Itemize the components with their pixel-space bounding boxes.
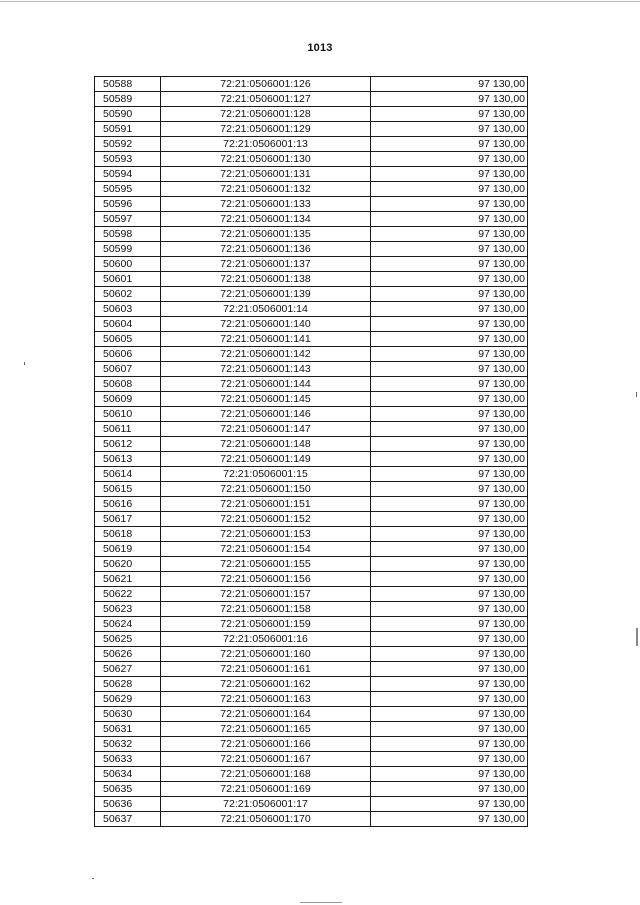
scan-top-line xyxy=(0,1,640,2)
cadastral-number: 72:21:0506001:149 xyxy=(161,452,371,467)
cadastral-number: 72:21:0506001:13 xyxy=(161,137,371,152)
cadastral-number: 72:21:0506001:159 xyxy=(161,617,371,632)
table-row xyxy=(95,302,528,317)
cadastral-number: 72:21:0506001:133 xyxy=(161,197,371,212)
row-number: 50594 xyxy=(95,167,161,182)
row-value: 97 130,00 xyxy=(371,212,528,227)
row-value: 97 130,00 xyxy=(371,407,528,422)
row-value: 97 130,00 xyxy=(371,512,528,527)
cadastral-number: 72:21:0506001:131 xyxy=(161,167,371,182)
table-row xyxy=(95,737,528,752)
row-number: 50628 xyxy=(95,677,161,692)
table-row xyxy=(95,722,528,737)
table-row xyxy=(95,107,528,122)
row-value: 97 130,00 xyxy=(371,77,528,92)
row-number: 50603 xyxy=(95,302,161,317)
row-value: 97 130,00 xyxy=(371,557,528,572)
row-value: 97 130,00 xyxy=(371,812,528,827)
row-number: 50607 xyxy=(95,362,161,377)
cadastral-number: 72:21:0506001:141 xyxy=(161,332,371,347)
row-number: 50596 xyxy=(95,197,161,212)
table-row xyxy=(95,362,528,377)
cadastral-number: 72:21:0506001:158 xyxy=(161,602,371,617)
row-number: 50636 xyxy=(95,797,161,812)
row-value: 97 130,00 xyxy=(371,737,528,752)
table-row xyxy=(95,662,528,677)
cadastral-number: 72:21:0506001:136 xyxy=(161,242,371,257)
row-number: 50604 xyxy=(95,317,161,332)
row-value: 97 130,00 xyxy=(371,617,528,632)
cadastral-number: 72:21:0506001:147 xyxy=(161,422,371,437)
cadastral-number: 72:21:0506001:128 xyxy=(161,107,371,122)
table-row xyxy=(95,422,528,437)
table-row xyxy=(95,197,528,212)
row-value: 97 130,00 xyxy=(371,767,528,782)
table-row xyxy=(95,587,528,602)
table-row xyxy=(95,767,528,782)
cadastral-number: 72:21:0506001:168 xyxy=(161,767,371,782)
registry-table xyxy=(94,76,528,827)
row-number: 50631 xyxy=(95,722,161,737)
row-value: 97 130,00 xyxy=(371,182,528,197)
row-number: 50637 xyxy=(95,812,161,827)
table-row xyxy=(95,602,528,617)
row-number: 50590 xyxy=(95,107,161,122)
row-value: 97 130,00 xyxy=(371,647,528,662)
row-number: 50617 xyxy=(95,512,161,527)
cadastral-number: 72:21:0506001:155 xyxy=(161,557,371,572)
row-value: 97 130,00 xyxy=(371,677,528,692)
row-value: 97 130,00 xyxy=(371,587,528,602)
cadastral-number: 72:21:0506001:165 xyxy=(161,722,371,737)
table-row xyxy=(95,572,528,587)
row-number: 50635 xyxy=(95,782,161,797)
row-number: 50605 xyxy=(95,332,161,347)
cadastral-number: 72:21:0506001:162 xyxy=(161,677,371,692)
row-number: 50616 xyxy=(95,497,161,512)
row-number: 50627 xyxy=(95,662,161,677)
row-value: 97 130,00 xyxy=(371,482,528,497)
table-row xyxy=(95,317,528,332)
registry-table-body xyxy=(95,77,528,827)
table-row xyxy=(95,812,528,827)
scan-speck xyxy=(24,362,25,365)
cadastral-number: 72:21:0506001:135 xyxy=(161,227,371,242)
row-number: 50600 xyxy=(95,257,161,272)
table-row xyxy=(95,392,528,407)
table-row xyxy=(95,617,528,632)
row-number: 50622 xyxy=(95,587,161,602)
row-value: 97 130,00 xyxy=(371,392,528,407)
table-row xyxy=(95,242,528,257)
cadastral-number: 72:21:0506001:166 xyxy=(161,737,371,752)
row-number: 50601 xyxy=(95,272,161,287)
row-value: 97 130,00 xyxy=(371,242,528,257)
table-row xyxy=(95,257,528,272)
cadastral-number: 72:21:0506001:129 xyxy=(161,122,371,137)
row-value: 97 130,00 xyxy=(371,422,528,437)
row-number: 50618 xyxy=(95,527,161,542)
row-value: 97 130,00 xyxy=(371,632,528,647)
row-value: 97 130,00 xyxy=(371,137,528,152)
table-row xyxy=(95,377,528,392)
cadastral-number: 72:21:0506001:15 xyxy=(161,467,371,482)
table-row xyxy=(95,332,528,347)
table-row xyxy=(95,272,528,287)
cadastral-number: 72:21:0506001:154 xyxy=(161,542,371,557)
row-number: 50598 xyxy=(95,227,161,242)
cadastral-number: 72:21:0506001:143 xyxy=(161,362,371,377)
table-row xyxy=(95,167,528,182)
row-number: 50633 xyxy=(95,752,161,767)
cadastral-number: 72:21:0506001:157 xyxy=(161,587,371,602)
row-value: 97 130,00 xyxy=(371,707,528,722)
scan-speck xyxy=(636,628,638,646)
table-row xyxy=(95,452,528,467)
cadastral-number: 72:21:0506001:150 xyxy=(161,482,371,497)
row-value: 97 130,00 xyxy=(371,107,528,122)
row-number: 50629 xyxy=(95,692,161,707)
row-number: 50589 xyxy=(95,92,161,107)
scan-speck xyxy=(92,878,94,879)
row-value: 97 130,00 xyxy=(371,167,528,182)
row-number: 50625 xyxy=(95,632,161,647)
row-value: 97 130,00 xyxy=(371,452,528,467)
row-value: 97 130,00 xyxy=(371,317,528,332)
table-row xyxy=(95,557,528,572)
cadastral-number: 72:21:0506001:164 xyxy=(161,707,371,722)
table-row xyxy=(95,77,528,92)
row-number: 50632 xyxy=(95,737,161,752)
table-row xyxy=(95,347,528,362)
row-value: 97 130,00 xyxy=(371,602,528,617)
row-number: 50591 xyxy=(95,122,161,137)
cadastral-number: 72:21:0506001:167 xyxy=(161,752,371,767)
row-number: 50588 xyxy=(95,77,161,92)
scan-bottom-line xyxy=(300,902,342,903)
row-value: 97 130,00 xyxy=(371,572,528,587)
cadastral-number: 72:21:0506001:161 xyxy=(161,662,371,677)
cadastral-number: 72:21:0506001:142 xyxy=(161,347,371,362)
row-number: 50619 xyxy=(95,542,161,557)
row-value: 97 130,00 xyxy=(371,332,528,347)
table-row xyxy=(95,287,528,302)
table-row xyxy=(95,632,528,647)
cadastral-number: 72:21:0506001:140 xyxy=(161,317,371,332)
row-number: 50608 xyxy=(95,377,161,392)
row-value: 97 130,00 xyxy=(371,437,528,452)
row-value: 97 130,00 xyxy=(371,92,528,107)
row-value: 97 130,00 xyxy=(371,302,528,317)
table-row xyxy=(95,677,528,692)
row-number: 50595 xyxy=(95,182,161,197)
row-number: 50602 xyxy=(95,287,161,302)
row-number: 50620 xyxy=(95,557,161,572)
cadastral-number: 72:21:0506001:138 xyxy=(161,272,371,287)
cadastral-number: 72:21:0506001:16 xyxy=(161,632,371,647)
row-value: 97 130,00 xyxy=(371,362,528,377)
row-value: 97 130,00 xyxy=(371,662,528,677)
cadastral-number: 72:21:0506001:137 xyxy=(161,257,371,272)
row-number: 50614 xyxy=(95,467,161,482)
page-number: 1013 xyxy=(307,42,333,54)
row-number: 50610 xyxy=(95,407,161,422)
table-row xyxy=(95,692,528,707)
scan-speck xyxy=(636,392,637,397)
row-value: 97 130,00 xyxy=(371,797,528,812)
row-value: 97 130,00 xyxy=(371,347,528,362)
row-value: 97 130,00 xyxy=(371,377,528,392)
table-row xyxy=(95,122,528,137)
row-value: 97 130,00 xyxy=(371,527,528,542)
row-number: 50609 xyxy=(95,392,161,407)
row-number: 50599 xyxy=(95,242,161,257)
cadastral-number: 72:21:0506001:126 xyxy=(161,77,371,92)
row-number: 50615 xyxy=(95,482,161,497)
table-row xyxy=(95,527,528,542)
table-row xyxy=(95,227,528,242)
cadastral-number: 72:21:0506001:153 xyxy=(161,527,371,542)
row-value: 97 130,00 xyxy=(371,287,528,302)
table-row xyxy=(95,437,528,452)
cadastral-number: 72:21:0506001:152 xyxy=(161,512,371,527)
table-row xyxy=(95,797,528,812)
table-row xyxy=(95,467,528,482)
row-number: 50624 xyxy=(95,617,161,632)
cadastral-number: 72:21:0506001:144 xyxy=(161,377,371,392)
row-value: 97 130,00 xyxy=(371,467,528,482)
cadastral-number: 72:21:0506001:145 xyxy=(161,392,371,407)
table-row xyxy=(95,707,528,722)
row-number: 50593 xyxy=(95,152,161,167)
row-value: 97 130,00 xyxy=(371,752,528,767)
row-number: 50626 xyxy=(95,647,161,662)
table-row xyxy=(95,407,528,422)
table-row xyxy=(95,152,528,167)
table-row xyxy=(95,512,528,527)
row-value: 97 130,00 xyxy=(371,197,528,212)
row-value: 97 130,00 xyxy=(371,257,528,272)
row-number: 50613 xyxy=(95,452,161,467)
cadastral-number: 72:21:0506001:132 xyxy=(161,182,371,197)
row-number: 50634 xyxy=(95,767,161,782)
table-row xyxy=(95,137,528,152)
row-number: 50630 xyxy=(95,707,161,722)
cadastral-number: 72:21:0506001:156 xyxy=(161,572,371,587)
row-value: 97 130,00 xyxy=(371,782,528,797)
row-number: 50612 xyxy=(95,437,161,452)
table-row xyxy=(95,752,528,767)
row-number: 50597 xyxy=(95,212,161,227)
table-row xyxy=(95,782,528,797)
table-row xyxy=(95,497,528,512)
cadastral-number: 72:21:0506001:160 xyxy=(161,647,371,662)
table-row xyxy=(95,92,528,107)
table-row xyxy=(95,542,528,557)
cadastral-number: 72:21:0506001:170 xyxy=(161,812,371,827)
table-row xyxy=(95,647,528,662)
row-value: 97 130,00 xyxy=(371,542,528,557)
row-value: 97 130,00 xyxy=(371,227,528,242)
cadastral-number: 72:21:0506001:14 xyxy=(161,302,371,317)
row-value: 97 130,00 xyxy=(371,692,528,707)
row-value: 97 130,00 xyxy=(371,152,528,167)
row-value: 97 130,00 xyxy=(371,122,528,137)
table-row xyxy=(95,182,528,197)
cadastral-number: 72:21:0506001:130 xyxy=(161,152,371,167)
cadastral-number: 72:21:0506001:134 xyxy=(161,212,371,227)
row-number: 50606 xyxy=(95,347,161,362)
cadastral-number: 72:21:0506001:148 xyxy=(161,437,371,452)
row-number: 50611 xyxy=(95,422,161,437)
cadastral-number: 72:21:0506001:151 xyxy=(161,497,371,512)
row-number: 50592 xyxy=(95,137,161,152)
row-value: 97 130,00 xyxy=(371,272,528,287)
row-number: 50623 xyxy=(95,602,161,617)
row-value: 97 130,00 xyxy=(371,722,528,737)
cadastral-number: 72:21:0506001:169 xyxy=(161,782,371,797)
row-number: 50621 xyxy=(95,572,161,587)
cadastral-number: 72:21:0506001:146 xyxy=(161,407,371,422)
cadastral-number: 72:21:0506001:127 xyxy=(161,92,371,107)
table-row xyxy=(95,212,528,227)
table-row xyxy=(95,482,528,497)
row-value: 97 130,00 xyxy=(371,497,528,512)
cadastral-number: 72:21:0506001:163 xyxy=(161,692,371,707)
cadastral-number: 72:21:0506001:139 xyxy=(161,287,371,302)
cadastral-number: 72:21:0506001:17 xyxy=(161,797,371,812)
